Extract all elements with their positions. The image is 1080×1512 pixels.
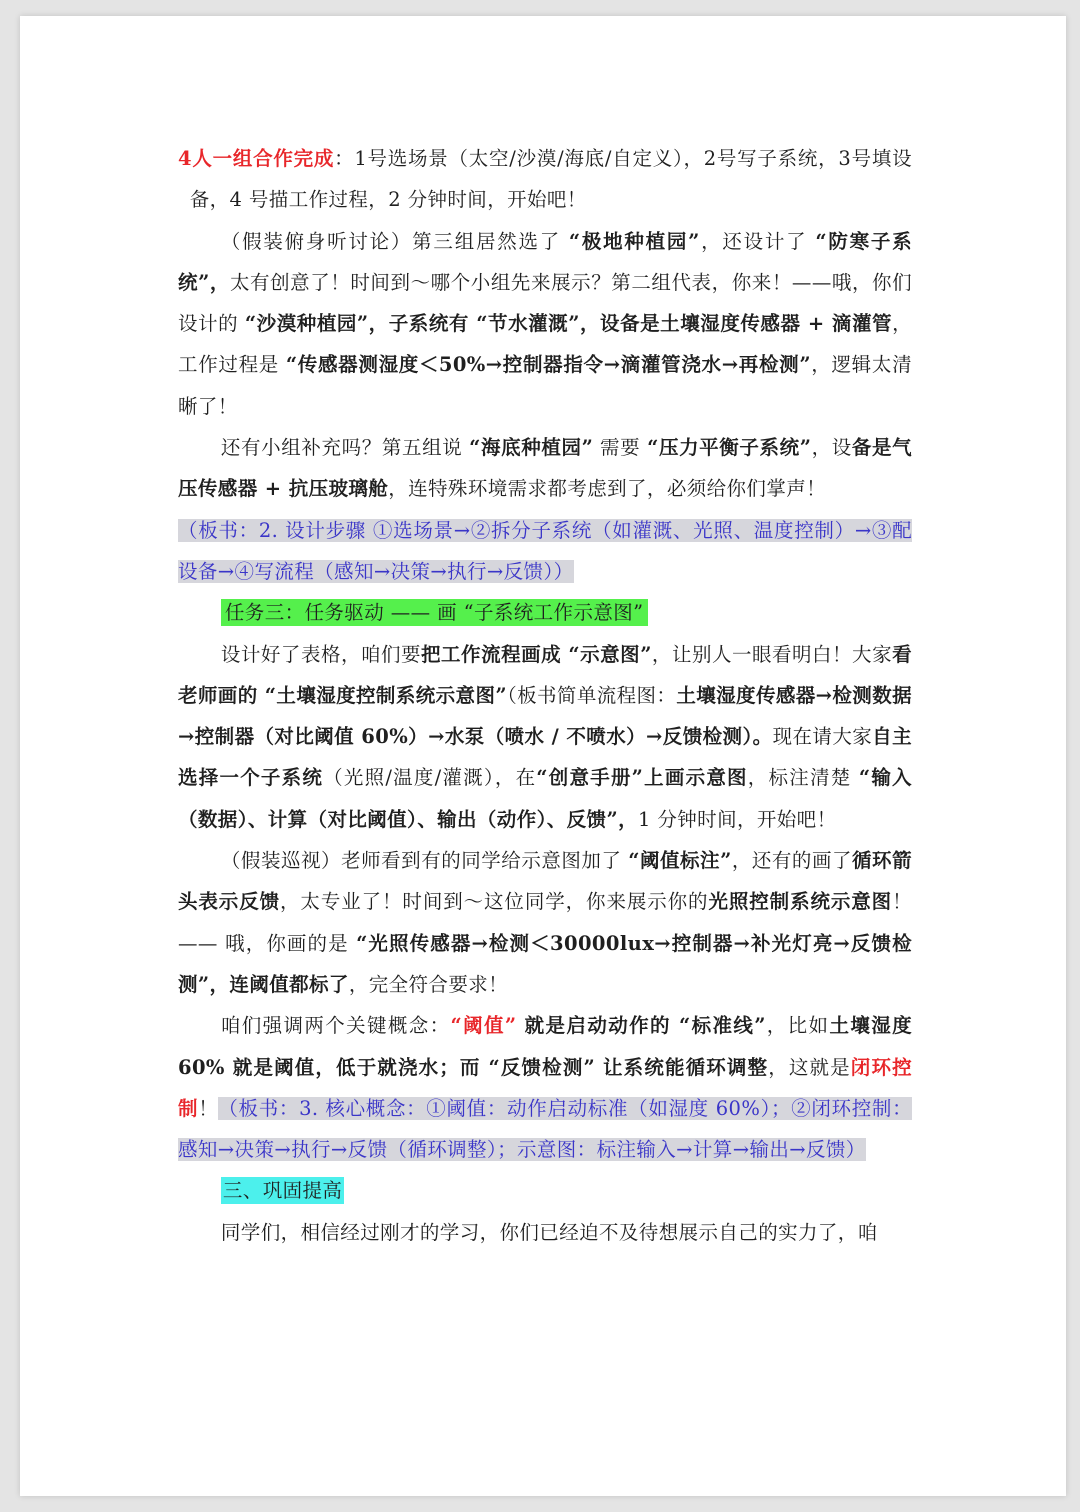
text: ，标注清楚 [747,766,859,790]
document-body [178,138,912,1253]
text: （假装俯身听讨论）第三组居然选了 [220,229,569,253]
text: 设计好了表格，咱们要 [220,642,422,666]
group-task-text: ：1号选场景（太空/沙漠/海底/自定义），2号写子系统，3号填设备，4 号描工作过程，2 分钟时间，开始吧！ [189,147,912,212]
text: 咱们强调两个关键概念： [220,1014,451,1038]
bold-text: “光照传感器→检测＜30000lux→控制器→补光灯亮→反馈检测”，连阈值都标了 [178,931,912,996]
bold-text: 就是启动动作的 “标准线” [516,1014,766,1038]
paragraph-group-task [178,138,912,221]
text: 太有创意了！时间到～哪个小组先来展示？第二组代表，你来！——哦，你们设计的 [178,270,912,336]
task-three-title: 任务三：任务驱动 —— 画 “子系统工作示意图” [221,599,648,626]
text: ，连特殊环境需求都考虑到了，必须给你们掌声！ [388,477,827,501]
paragraph-diagram-intro [178,634,912,840]
text: ，比如 [765,1014,830,1038]
bold-text: 光照控制系统示意图 [708,890,893,914]
board-note-core-concepts: （板书：3. 核心概念：①阈值：动作启动标准（如湿度 60%）；②闭环控制：感知→决策→执行→反馈（循环调整）；示意图：标注输入→计算→输出→反馈） [178,1096,912,1162]
text: （板书简单流程图： [506,683,677,707]
bold-text: 看老师画的 “土壤湿度控制系统示意图” [178,642,912,707]
text: （假装巡视）老师看到有的同学给示意图加了 [220,849,629,873]
bold-text: “创意手册”上画示意图 [536,766,748,790]
bold-text: 自主选择一个子系统 [178,725,912,790]
paragraph-group-supplement [178,427,912,510]
text: ，还有的画了 [731,849,853,873]
bold-text: “沙漠种植园”，子系统有 “节水灌溉”，设备是土壤湿度传感器 + 滴灌管 [244,312,893,336]
paragraph-group-discussion [178,221,912,427]
board-note-design-steps: （板书：2. 设计步骤 ①选场景→②拆分子系统（如灌溉、光照、温度控制）→③配设备→④写流程（感知→决策→执行→反馈）） [178,518,912,583]
text: ，还设计了 [699,229,816,253]
paragraph-closing: 同学们，相信经过刚才的学习，你们已经迫不及待想展示自己的实力了，咱 [220,1220,878,1244]
text: （光照/温度/灌溉），在 [323,766,537,790]
paragraph-key-concepts [178,1005,912,1170]
heading-consolidate [178,1170,912,1211]
document-page [20,16,1066,1496]
bold-text: 土壤湿度传感器→检测数据→控制器（对比阈值 60%）→水泵（喷水 / 不喷水）→反馈检测）。 [178,683,913,749]
bold-text: 土壤湿度 60% 就是阈值，低于就浇水；而 “反馈检测” 让系统能循环调整 [178,1014,912,1079]
text: ！—— 哦，你画的是 [178,890,912,955]
text: ！ [198,1096,219,1120]
text: ，设 [811,436,852,460]
bold-text: 把工作流程画成 “示意图” [421,642,652,666]
text: 需要 [593,436,648,460]
heading-task-three [178,592,912,633]
bold-text: 备是气压传感器 + 抗压玻璃舱 [178,436,913,501]
bold-text: 循环箭头表示反馈 [178,849,912,914]
paragraph-board-design-steps [178,510,912,593]
bold-text: “压力平衡子系统” [647,436,812,460]
text: ，工作过程是 [178,312,912,377]
bold-text: “防寒子系统”， [178,229,913,294]
consolidate-title: 三、巩固提高 [222,1179,343,1203]
bold-text: “海底种植园” [469,436,594,460]
bold-text: “极地种植园” [568,229,700,253]
bold-text: “阈值标注” [628,849,732,873]
text: ，逻辑太清晰了！ [178,353,912,418]
text: 1 分钟时间，开始吧！ [637,807,837,831]
group-task-lead: 4人一组合作完成 [178,147,335,170]
red-text: “阈值” [450,1014,517,1038]
text: ，完全符合要求！ [348,972,509,996]
bold-text: “传感器测湿度＜50%→控制器指令→滴灌管浇水→再检测” [285,353,811,377]
red-text: 闭环控制 [178,1055,912,1120]
text: 现在请大家 [772,725,873,749]
text: ，让别人一眼看明白！大家 [651,642,893,666]
bold-text: “输入（数据）、计算（对比阈值）、输出（动作）、反馈”， [178,766,912,831]
paragraph-patrol [178,840,912,1005]
text: ，太专业了！时间到～这位同学，你来展示你的 [280,890,709,914]
text: ，这就是 [768,1055,851,1079]
text: 还有小组补充吗？第五组说 [220,436,470,460]
